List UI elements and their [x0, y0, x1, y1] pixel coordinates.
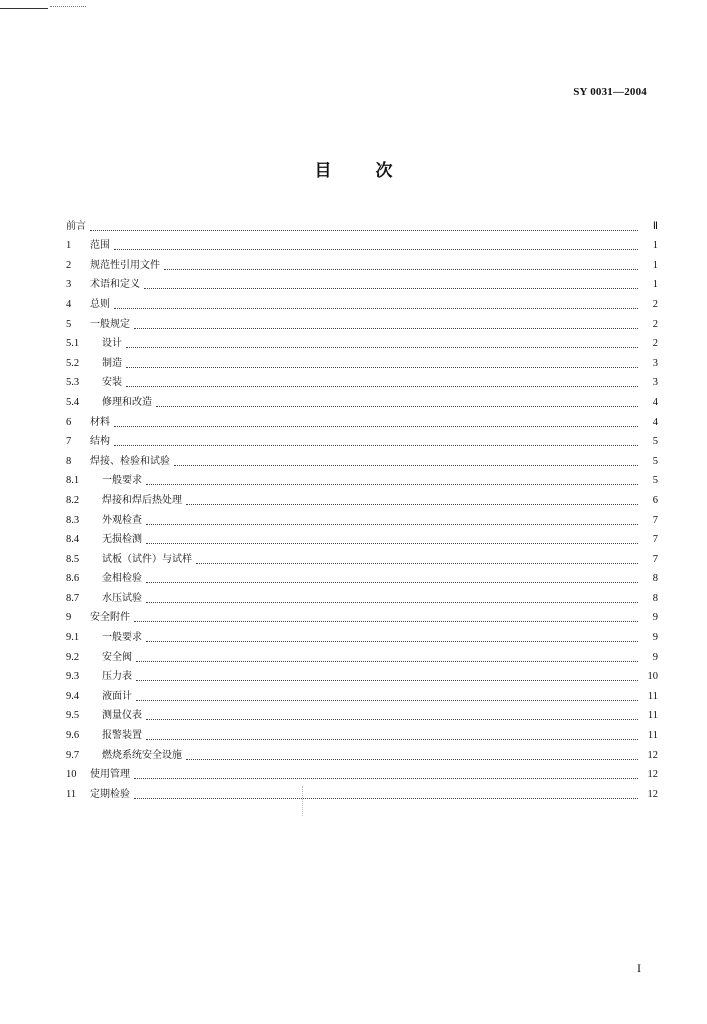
toc-entry-number: 2: [66, 259, 72, 271]
toc-entry-label: 一般要求: [102, 475, 142, 487]
toc-entry-label: 焊接、检验和试验: [90, 455, 170, 467]
toc-entry-page: 8: [652, 592, 658, 604]
toc-entry-label: 使用管理: [90, 769, 130, 781]
toc-entry-number: 9.5: [66, 710, 80, 722]
toc-entry-label: 试板（试件）与试样: [102, 553, 192, 565]
toc-entry-number: 10: [66, 769, 77, 781]
toc-entry-number: 9.4: [66, 690, 80, 702]
toc-leader-dots: [156, 405, 638, 407]
toc-entry-page: 2: [652, 298, 658, 310]
toc-leader-dots: [134, 777, 638, 779]
toc-leader-dots: [134, 797, 638, 799]
toc-entry-page: 12: [647, 769, 658, 781]
scan-artifact-mark: [302, 786, 304, 816]
toc-leader-dots: [146, 581, 638, 583]
toc-entry-8-7[interactable]: [66, 586, 658, 606]
toc-entry-8-4[interactable]: [66, 528, 658, 548]
toc-entry-label: 总则: [90, 298, 110, 310]
toc-entry-page: 3: [652, 357, 658, 369]
toc-leader-dots: [134, 620, 638, 622]
toc-entry-number: 9.2: [66, 651, 80, 663]
toc-leader-dots: [174, 464, 638, 466]
document-code: SY 0031—2004: [573, 86, 647, 98]
page-title: [0, 156, 707, 181]
toc-entry-label: 材料: [90, 416, 110, 428]
toc-leader-dots: [136, 679, 638, 681]
toc-entry-page: 1: [652, 240, 658, 252]
toc-entry-number: 5.2: [66, 357, 80, 369]
toc-entry-number: 9.6: [66, 730, 80, 742]
toc-leader-dots: [196, 562, 638, 564]
toc-entry-number: 5: [66, 318, 72, 330]
toc-entry-page: 5: [652, 436, 658, 448]
toc-entry-page: 3: [652, 377, 658, 389]
toc-entry-number: 5.3: [66, 377, 80, 389]
toc-entry-8-5[interactable]: [66, 547, 658, 567]
toc-entry-page: 5: [652, 455, 658, 467]
toc-entry-label: 结构: [90, 436, 110, 448]
toc-entry-6[interactable]: [66, 410, 658, 430]
toc-leader-dots: [90, 229, 638, 231]
toc-entry-number: 4: [66, 298, 72, 310]
toc-leader-dots: [186, 503, 638, 505]
page-number: I: [637, 961, 641, 975]
toc-leader-dots: [134, 327, 638, 329]
toc-leader-dots: [146, 601, 638, 603]
toc-entry-label: 修理和改造: [102, 396, 152, 408]
toc-leader-dots: [114, 444, 638, 446]
toc-entry-label: 设计: [102, 338, 122, 350]
toc-entry-5-3[interactable]: [66, 371, 658, 391]
toc-leader-dots: [144, 287, 638, 289]
toc-entry-9-3[interactable]: [66, 665, 658, 685]
toc-entry-page: 12: [647, 749, 658, 761]
toc-entry-page: 9: [652, 651, 658, 663]
toc-entry-number: 3: [66, 279, 72, 291]
toc-entry-page: 11: [647, 690, 658, 702]
toc-entry-number: 6: [66, 416, 72, 428]
toc-entry-5-1[interactable]: [66, 332, 658, 352]
toc-entry-page: 9: [652, 632, 658, 644]
toc-entry-label: 术语和定义: [90, 279, 140, 291]
toc-entry-label: 压力表: [102, 671, 132, 683]
toc-entry-8-2[interactable]: [66, 488, 658, 508]
toc-entry-number: 11: [66, 788, 77, 800]
toc-entry-9-1[interactable]: [66, 625, 658, 645]
toc-leader-dots: [126, 366, 638, 368]
toc-leader-dots: [136, 660, 638, 662]
toc-entry-5[interactable]: [66, 312, 658, 332]
toc-leader-dots: [114, 248, 638, 250]
toc-entry-page: 7: [652, 514, 658, 526]
toc-entry-2[interactable]: [66, 253, 658, 273]
toc-entry-label: 安全附件: [90, 612, 130, 624]
toc-entry-number: 9: [66, 612, 72, 624]
toc-entry-number: 5.4: [66, 396, 80, 408]
toc-entry-4[interactable]: [66, 292, 658, 312]
toc-entry-number: 8: [66, 455, 72, 467]
toc-entry-page: 11: [647, 730, 658, 742]
toc-leader-dots: [126, 346, 638, 348]
toc-entry-9-7[interactable]: [66, 743, 658, 763]
page-title-char-2: 次: [375, 161, 393, 181]
toc-entry-label: 无损检测: [102, 534, 142, 546]
toc-entry-page: Ⅱ: [652, 220, 658, 232]
toc-entry-page: 7: [652, 553, 658, 565]
toc-entry-page: 1: [652, 259, 658, 271]
toc-leader-dots: [146, 718, 638, 720]
toc-entry-9[interactable]: [66, 606, 658, 626]
toc-entry-label: 定期检验: [90, 788, 130, 800]
toc-entry-label: 液面计: [102, 690, 132, 702]
toc-entry-number: 8.1: [66, 475, 80, 487]
toc-entry-label: 安装: [102, 377, 122, 389]
toc-entry-label: 测量仪表: [102, 710, 142, 722]
toc-entry-label: 报警装置: [102, 730, 142, 742]
page-title-char-1: 目: [314, 161, 332, 181]
toc-entry-label: 一般规定: [90, 318, 130, 330]
scan-edge-line-dotted: [50, 6, 86, 7]
toc-entry-9-6[interactable]: [66, 723, 658, 743]
toc-entry-page: 4: [652, 416, 658, 428]
toc-entry-page: 9: [652, 612, 658, 624]
toc-leader-dots: [146, 640, 638, 642]
toc-entry-number: 8.3: [66, 514, 80, 526]
toc-leader-dots: [114, 425, 638, 427]
toc-entry-10[interactable]: [66, 763, 658, 783]
toc-leader-dots: [146, 738, 638, 740]
toc-entry-8[interactable]: [66, 449, 658, 469]
toc-entry-9-4[interactable]: [66, 684, 658, 704]
toc-entry-5-2[interactable]: [66, 351, 658, 371]
toc-entry-number: 9.7: [66, 749, 80, 761]
scan-edge-line: [0, 8, 48, 9]
toc-leader-dots: [146, 542, 638, 544]
toc-leader-dots: [146, 483, 638, 485]
toc-entry-number: 8.5: [66, 553, 80, 565]
toc-entry-label: 前言: [66, 220, 86, 232]
toc-entry-8-1[interactable]: [66, 469, 658, 489]
toc-entry-8-3[interactable]: [66, 508, 658, 528]
toc-entry-page: 4: [652, 396, 658, 408]
toc-entry-number: 9.3: [66, 671, 80, 683]
toc-entry-page: 10: [647, 671, 658, 683]
toc-entry-number: 8.7: [66, 592, 80, 604]
toc-entry-label: 外观检查: [102, 514, 142, 526]
toc-entry-foreword[interactable]: [66, 214, 658, 234]
toc-entry-number: 5.1: [66, 338, 80, 350]
toc-entry-number: 8.4: [66, 534, 80, 546]
toc-entry-number: 9.1: [66, 632, 80, 644]
toc-entry-9-5[interactable]: [66, 704, 658, 724]
toc-entry-label: 焊接和焊后热处理: [102, 494, 182, 506]
toc-entry-page: 2: [652, 338, 658, 350]
toc-entry-label: 金相检验: [102, 573, 142, 585]
toc-leader-dots: [164, 268, 638, 270]
toc-entry-page: 7: [652, 534, 658, 546]
toc-entry-page: 1: [652, 279, 658, 291]
toc-leader-dots: [126, 385, 638, 387]
toc-entry-5-4[interactable]: [66, 390, 658, 410]
toc-entry-label: 水压试验: [102, 592, 142, 604]
toc-entry-label: 安全阀: [102, 651, 132, 663]
toc-entry-11[interactable]: [66, 782, 658, 802]
table-of-contents: [66, 214, 658, 802]
toc-entry-number: 8.6: [66, 573, 80, 585]
toc-entry-page: 5: [652, 475, 658, 487]
toc-leader-dots: [186, 758, 638, 760]
toc-entry-7[interactable]: [66, 430, 658, 450]
toc-entry-number: 1: [66, 240, 72, 252]
toc-entry-page: 6: [652, 494, 658, 506]
toc-entry-label: 制造: [102, 357, 122, 369]
toc-leader-dots: [136, 699, 638, 701]
toc-leader-dots: [146, 523, 638, 525]
toc-entry-label: 一般要求: [102, 632, 142, 644]
toc-entry-9-2[interactable]: [66, 645, 658, 665]
toc-entry-label: 范围: [90, 240, 110, 252]
toc-entry-1[interactable]: [66, 234, 658, 254]
toc-entry-label: 规范性引用文件: [90, 259, 160, 271]
toc-entry-page: 2: [652, 318, 658, 330]
toc-entry-number: 7: [66, 436, 72, 448]
toc-entry-page: 11: [647, 710, 658, 722]
toc-entry-number: 8.2: [66, 494, 80, 506]
toc-entry-page: 12: [647, 788, 658, 800]
toc-entry-page: 8: [652, 573, 658, 585]
toc-entry-label: 燃烧系统安全设施: [102, 749, 182, 761]
toc-entry-8-6[interactable]: [66, 567, 658, 587]
toc-entry-3[interactable]: [66, 273, 658, 293]
toc-leader-dots: [114, 307, 638, 309]
